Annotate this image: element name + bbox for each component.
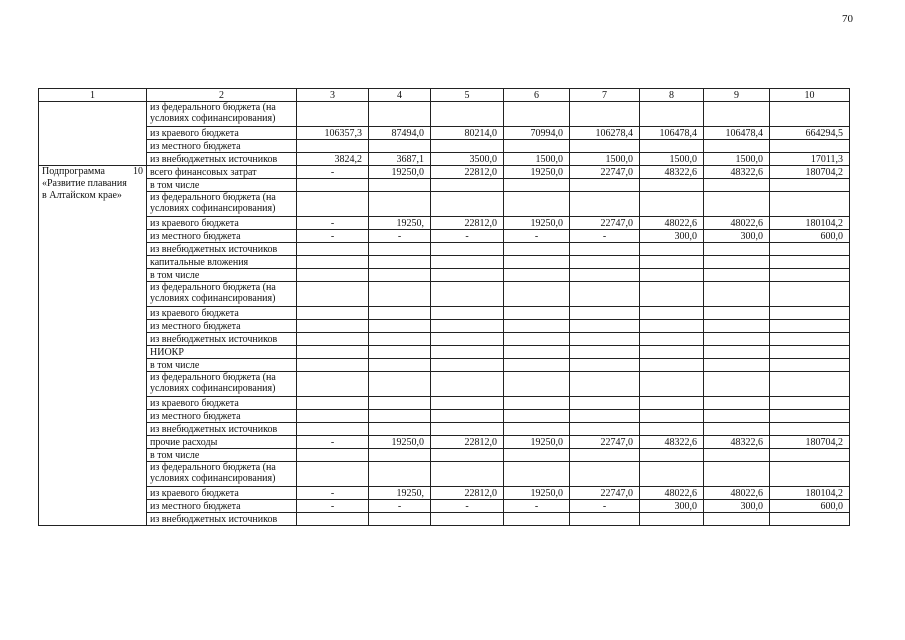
value-cell — [640, 359, 704, 372]
value-cell: 22747,0 — [570, 217, 640, 230]
row-label: НИОКР — [147, 346, 297, 359]
value-cell — [369, 513, 431, 526]
value-cell: 1500,0 — [570, 153, 640, 166]
row-label: в том числе — [147, 179, 297, 192]
value-cell — [504, 372, 570, 397]
subprogram-title-line: «Развитие плавания — [42, 178, 127, 189]
row-label: из местного бюджета — [147, 320, 297, 333]
value-cell — [570, 462, 640, 487]
value-cell: 48022,6 — [704, 217, 770, 230]
value-cell: 19250, — [369, 487, 431, 500]
value-cell — [770, 179, 850, 192]
row-label: из местного бюджета — [147, 140, 297, 153]
value-cell — [770, 449, 850, 462]
table-row — [39, 192, 850, 217]
value-cell: 180704,2 — [770, 166, 850, 179]
value-cell — [770, 513, 850, 526]
value-cell — [504, 320, 570, 333]
value-cell — [770, 102, 850, 127]
column-header: 10 — [770, 89, 850, 102]
value-cell — [504, 307, 570, 320]
value-cell — [504, 513, 570, 526]
row-label: из местного бюджета — [147, 410, 297, 423]
value-cell — [431, 333, 504, 346]
value-cell — [369, 192, 431, 217]
value-cell — [369, 140, 431, 153]
value-cell — [704, 269, 770, 282]
value-cell — [640, 410, 704, 423]
value-cell — [704, 462, 770, 487]
value-cell: 3687,1 — [369, 153, 431, 166]
value-cell — [297, 346, 369, 359]
value-cell — [640, 256, 704, 269]
row-label: из федерального бюджета (на условиях софинансирования) — [147, 462, 297, 487]
value-cell: 1500,0 — [640, 153, 704, 166]
value-cell — [504, 423, 570, 436]
table-row — [39, 102, 850, 127]
value-cell: 48322,6 — [704, 436, 770, 449]
value-cell — [504, 346, 570, 359]
subprogram-word: Подпрограмма — [42, 166, 105, 177]
value-cell — [369, 102, 431, 127]
value-cell: 19250,0 — [504, 166, 570, 179]
column-header: 3 — [297, 89, 369, 102]
column-header: 7 — [570, 89, 640, 102]
value-cell: 300,0 — [704, 500, 770, 513]
row-label: из краевого бюджета — [147, 397, 297, 410]
value-cell — [504, 179, 570, 192]
value-cell — [570, 372, 640, 397]
value-cell — [431, 397, 504, 410]
value-cell — [770, 269, 850, 282]
value-cell — [431, 256, 504, 269]
value-cell — [770, 256, 850, 269]
value-cell — [570, 346, 640, 359]
table-row — [39, 346, 850, 359]
value-cell — [570, 513, 640, 526]
value-cell — [640, 372, 704, 397]
value-cell — [369, 307, 431, 320]
value-cell — [704, 397, 770, 410]
value-cell — [504, 449, 570, 462]
value-cell — [369, 462, 431, 487]
value-cell — [297, 333, 369, 346]
value-cell — [297, 320, 369, 333]
value-cell: 87494,0 — [369, 127, 431, 140]
column-header: 2 — [147, 89, 297, 102]
value-cell — [570, 307, 640, 320]
value-cell: - — [570, 230, 640, 243]
value-cell: 22747,0 — [570, 436, 640, 449]
value-cell — [297, 282, 369, 307]
value-cell — [297, 410, 369, 423]
value-cell — [431, 423, 504, 436]
value-cell — [640, 102, 704, 127]
value-cell: - — [297, 166, 369, 179]
value-cell: 1500,0 — [704, 153, 770, 166]
value-cell: 19250,0 — [504, 217, 570, 230]
value-cell — [297, 307, 369, 320]
value-cell — [369, 397, 431, 410]
value-cell — [431, 307, 504, 320]
value-cell: 48322,6 — [704, 166, 770, 179]
table-row — [39, 153, 850, 166]
value-cell — [297, 192, 369, 217]
value-cell: 22812,0 — [431, 487, 504, 500]
value-cell — [369, 282, 431, 307]
value-cell — [431, 243, 504, 256]
value-cell — [369, 449, 431, 462]
value-cell — [504, 243, 570, 256]
table-row — [39, 333, 850, 346]
value-cell — [431, 102, 504, 127]
value-cell: 22812,0 — [431, 166, 504, 179]
subprogram-number: 10 — [133, 166, 143, 177]
value-cell: 19250,0 — [369, 436, 431, 449]
value-cell: 19250,0 — [504, 487, 570, 500]
value-cell — [570, 102, 640, 127]
value-cell — [504, 462, 570, 487]
table-row — [39, 410, 850, 423]
column-header: 6 — [504, 89, 570, 102]
value-cell — [570, 449, 640, 462]
subprogram-title-line: в Алтайском крае» — [42, 190, 122, 201]
table-row — [39, 449, 850, 462]
value-cell: - — [504, 500, 570, 513]
value-cell: 180704,2 — [770, 436, 850, 449]
table-row — [39, 243, 850, 256]
value-cell — [770, 410, 850, 423]
value-cell: 106278,4 — [570, 127, 640, 140]
table-row — [39, 372, 850, 397]
value-cell — [431, 372, 504, 397]
value-cell: 22812,0 — [431, 436, 504, 449]
column-header: 5 — [431, 89, 504, 102]
row-label: из внебюджетных источников — [147, 423, 297, 436]
value-cell — [431, 179, 504, 192]
value-cell — [704, 359, 770, 372]
value-cell — [770, 282, 850, 307]
value-cell — [297, 372, 369, 397]
value-cell: - — [297, 436, 369, 449]
value-cell — [504, 282, 570, 307]
value-cell — [431, 346, 504, 359]
value-cell — [369, 320, 431, 333]
value-cell: 22747,0 — [570, 487, 640, 500]
value-cell: 664294,5 — [770, 127, 850, 140]
value-cell — [770, 320, 850, 333]
value-cell: 300,0 — [704, 230, 770, 243]
value-cell — [297, 359, 369, 372]
row-label: в том числе — [147, 269, 297, 282]
value-cell: 48322,6 — [640, 166, 704, 179]
value-cell: - — [369, 230, 431, 243]
value-cell — [431, 359, 504, 372]
value-cell: - — [431, 500, 504, 513]
value-cell — [431, 282, 504, 307]
value-cell: - — [570, 500, 640, 513]
table-row — [39, 127, 850, 140]
value-cell — [770, 397, 850, 410]
value-cell: - — [297, 217, 369, 230]
value-cell — [570, 179, 640, 192]
table-row — [39, 140, 850, 153]
value-cell — [704, 333, 770, 346]
subprogram-name-cell — [39, 166, 147, 526]
value-cell — [297, 179, 369, 192]
row-label: из федерального бюджета (на условиях софинансирования) — [147, 192, 297, 217]
value-cell — [704, 192, 770, 217]
value-cell — [570, 410, 640, 423]
value-cell — [431, 449, 504, 462]
table-row — [39, 513, 850, 526]
row-label: в том числе — [147, 449, 297, 462]
value-cell — [770, 346, 850, 359]
value-cell: 19250,0 — [369, 166, 431, 179]
table-row — [39, 320, 850, 333]
value-cell — [704, 423, 770, 436]
column-header: 1 — [39, 89, 147, 102]
value-cell: 300,0 — [640, 500, 704, 513]
table-row — [39, 487, 850, 500]
value-cell — [770, 140, 850, 153]
table-row — [39, 423, 850, 436]
row-label: из краевого бюджета — [147, 487, 297, 500]
value-cell — [369, 333, 431, 346]
value-cell — [297, 243, 369, 256]
row-label: всего финансовых затрат — [147, 166, 297, 179]
value-cell: 17011,3 — [770, 153, 850, 166]
page-number: 70 — [842, 13, 853, 25]
table-header-row — [39, 89, 850, 102]
value-cell — [297, 102, 369, 127]
value-cell: 80214,0 — [431, 127, 504, 140]
value-cell — [704, 307, 770, 320]
value-cell — [640, 192, 704, 217]
row-label: из местного бюджета — [147, 500, 297, 513]
value-cell — [640, 449, 704, 462]
row-label: из внебюджетных источников — [147, 243, 297, 256]
table-row — [39, 462, 850, 487]
value-cell — [504, 102, 570, 127]
value-cell — [704, 179, 770, 192]
value-cell: 3500,0 — [431, 153, 504, 166]
value-cell — [704, 140, 770, 153]
value-cell: 19250, — [369, 217, 431, 230]
value-cell — [504, 359, 570, 372]
value-cell — [570, 397, 640, 410]
row-label: из краевого бюджета — [147, 127, 297, 140]
value-cell — [369, 359, 431, 372]
value-cell — [570, 256, 640, 269]
table-row — [39, 179, 850, 192]
value-cell — [431, 269, 504, 282]
value-cell — [297, 513, 369, 526]
budget-table — [38, 88, 850, 526]
value-cell — [431, 462, 504, 487]
value-cell — [369, 179, 431, 192]
value-cell: 106478,4 — [640, 127, 704, 140]
value-cell — [369, 269, 431, 282]
value-cell: 180104,2 — [770, 487, 850, 500]
value-cell — [640, 513, 704, 526]
value-cell: 48022,6 — [640, 487, 704, 500]
value-cell — [570, 282, 640, 307]
value-cell — [640, 462, 704, 487]
value-cell: 48022,6 — [704, 487, 770, 500]
value-cell: 48022,6 — [640, 217, 704, 230]
value-cell — [704, 449, 770, 462]
value-cell — [704, 320, 770, 333]
table-row — [39, 307, 850, 320]
value-cell — [570, 423, 640, 436]
row-label: из краевого бюджета — [147, 307, 297, 320]
value-cell — [369, 243, 431, 256]
value-cell: 48322,6 — [640, 436, 704, 449]
value-cell — [504, 397, 570, 410]
value-cell — [640, 179, 704, 192]
value-cell — [431, 192, 504, 217]
value-cell — [297, 269, 369, 282]
value-cell: 70994,0 — [504, 127, 570, 140]
value-cell — [570, 320, 640, 333]
table-row — [39, 397, 850, 410]
value-cell — [297, 256, 369, 269]
table-row — [39, 269, 850, 282]
value-cell: - — [431, 230, 504, 243]
value-cell — [704, 372, 770, 397]
value-cell: 300,0 — [640, 230, 704, 243]
value-cell — [369, 346, 431, 359]
value-cell: - — [297, 500, 369, 513]
value-cell: 180104,2 — [770, 217, 850, 230]
table-row — [39, 436, 850, 449]
value-cell — [369, 410, 431, 423]
value-cell: 3824,2 — [297, 153, 369, 166]
value-cell — [640, 243, 704, 256]
row-label: в том числе — [147, 359, 297, 372]
value-cell — [640, 333, 704, 346]
value-cell — [504, 269, 570, 282]
value-cell — [570, 333, 640, 346]
value-cell — [640, 269, 704, 282]
value-cell — [570, 140, 640, 153]
column-header: 9 — [704, 89, 770, 102]
value-cell — [770, 243, 850, 256]
value-cell — [640, 282, 704, 307]
value-cell — [570, 269, 640, 282]
row-label: из федерального бюджета (на условиях софинансирования) — [147, 102, 297, 127]
value-cell — [504, 410, 570, 423]
value-cell — [704, 256, 770, 269]
value-cell — [431, 140, 504, 153]
value-cell — [640, 140, 704, 153]
value-cell — [431, 410, 504, 423]
value-cell — [640, 320, 704, 333]
value-cell — [640, 397, 704, 410]
value-cell — [297, 140, 369, 153]
value-cell — [369, 372, 431, 397]
row-label: из федерального бюджета (на условиях софинансирования) — [147, 372, 297, 397]
row-label: из федерального бюджета (на условиях софинансирования) — [147, 282, 297, 307]
value-cell — [504, 192, 570, 217]
value-cell — [297, 423, 369, 436]
value-cell — [570, 359, 640, 372]
value-cell — [297, 449, 369, 462]
table-row — [39, 230, 850, 243]
program-name-cell — [39, 102, 147, 166]
value-cell: 600,0 — [770, 500, 850, 513]
value-cell — [431, 320, 504, 333]
column-header: 8 — [640, 89, 704, 102]
value-cell — [704, 410, 770, 423]
value-cell: 106357,3 — [297, 127, 369, 140]
value-cell — [504, 333, 570, 346]
value-cell — [369, 256, 431, 269]
table-row — [39, 282, 850, 307]
value-cell — [297, 462, 369, 487]
value-cell — [770, 307, 850, 320]
row-label: из местного бюджета — [147, 230, 297, 243]
value-cell — [770, 462, 850, 487]
value-cell — [570, 243, 640, 256]
value-cell: 19250,0 — [504, 436, 570, 449]
table-row — [39, 166, 850, 179]
table-row — [39, 500, 850, 513]
value-cell — [770, 192, 850, 217]
value-cell — [640, 423, 704, 436]
row-label: из внебюджетных источников — [147, 513, 297, 526]
table-row — [39, 217, 850, 230]
value-cell: - — [369, 500, 431, 513]
value-cell — [504, 256, 570, 269]
value-cell — [640, 346, 704, 359]
value-cell: - — [504, 230, 570, 243]
value-cell — [704, 243, 770, 256]
value-cell — [770, 359, 850, 372]
column-header: 4 — [369, 89, 431, 102]
value-cell — [704, 513, 770, 526]
value-cell: 1500,0 — [504, 153, 570, 166]
value-cell — [770, 333, 850, 346]
value-cell — [770, 372, 850, 397]
value-cell: - — [297, 230, 369, 243]
value-cell — [770, 423, 850, 436]
row-label: прочие расходы — [147, 436, 297, 449]
value-cell — [704, 282, 770, 307]
value-cell: 22812,0 — [431, 217, 504, 230]
value-cell — [640, 307, 704, 320]
row-label: капитальные вложения — [147, 256, 297, 269]
table-row — [39, 256, 850, 269]
row-label: из внебюджетных источников — [147, 153, 297, 166]
value-cell — [704, 346, 770, 359]
value-cell — [504, 140, 570, 153]
value-cell: 22747,0 — [570, 166, 640, 179]
value-cell: - — [297, 487, 369, 500]
table-row — [39, 359, 850, 372]
row-label: из внебюджетных источников — [147, 333, 297, 346]
value-cell — [297, 397, 369, 410]
value-cell — [369, 423, 431, 436]
row-label: из краевого бюджета — [147, 217, 297, 230]
value-cell — [570, 192, 640, 217]
value-cell: 600,0 — [770, 230, 850, 243]
value-cell — [431, 513, 504, 526]
value-cell — [704, 102, 770, 127]
value-cell: 106478,4 — [704, 127, 770, 140]
